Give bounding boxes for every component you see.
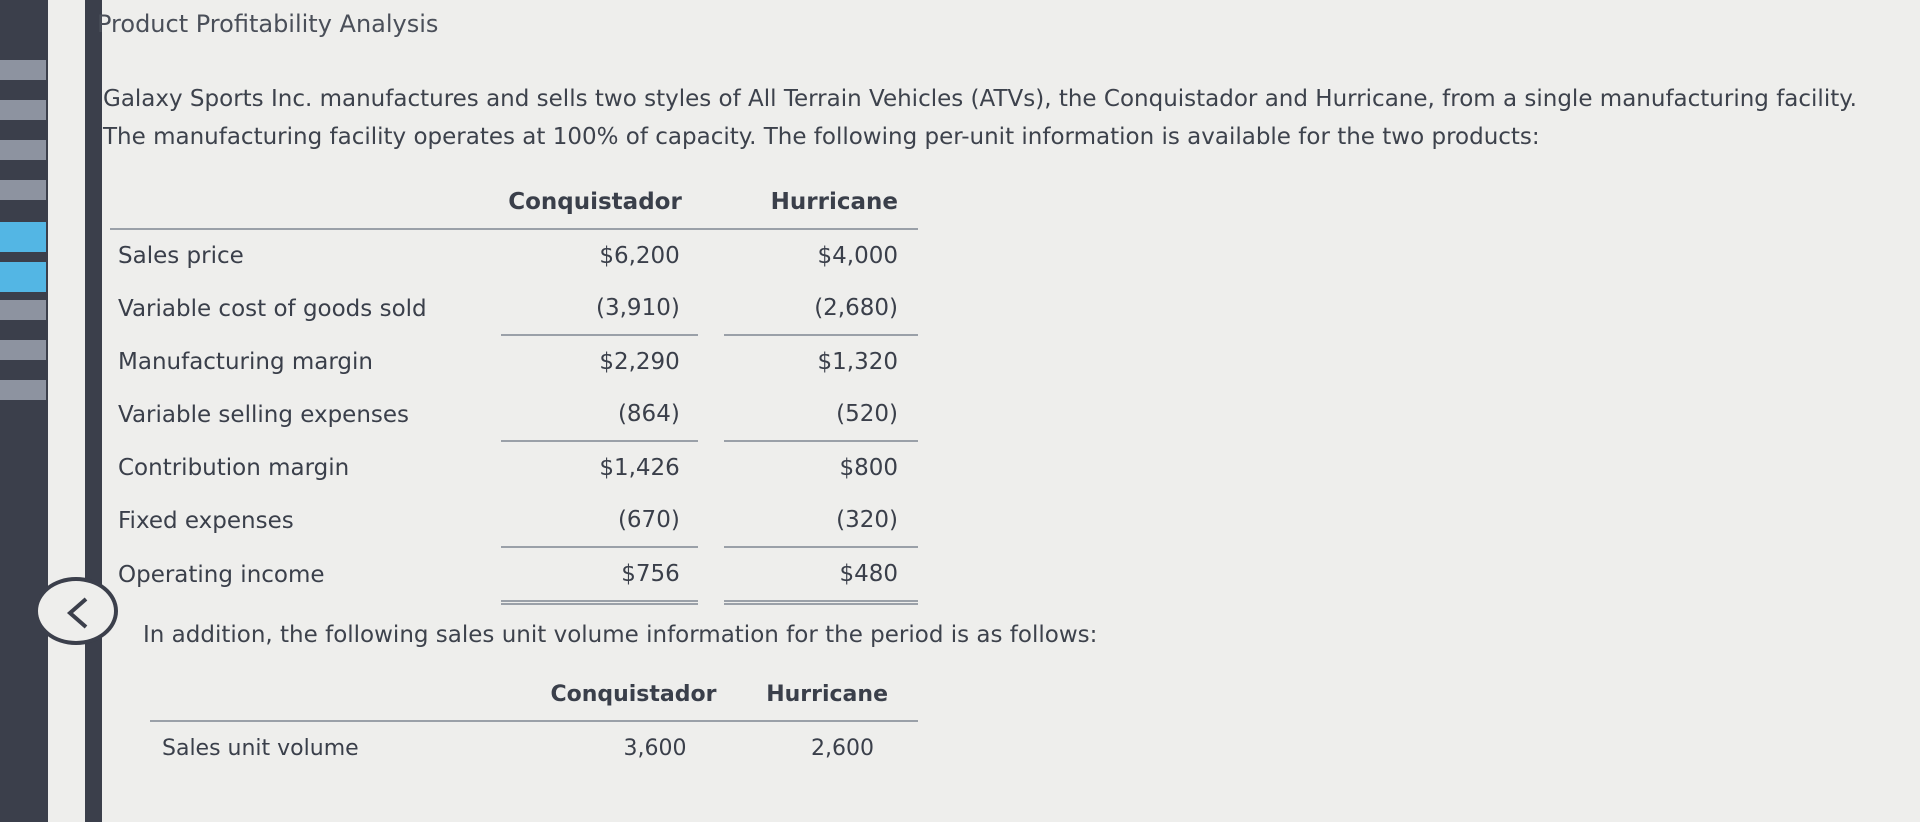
gap bbox=[698, 494, 724, 547]
table-row bbox=[110, 441, 918, 494]
hurricane-value: (2,680) bbox=[724, 282, 918, 335]
conquistador-value: $1,426 bbox=[599, 455, 680, 481]
intro-paragraph: Galaxy Sports Inc. manufactures and sells two styles of All Terrain Vehicles (ATVs), the Conquistador and Hurricane, from a single manufacturing facility. The manufacturing facility operates at 100% of capacity. The following per-unit information is available for the two products: bbox=[103, 86, 1857, 150]
table-row bbox=[110, 494, 918, 547]
sidebar-tile[interactable] bbox=[0, 340, 46, 360]
chevron-left-icon bbox=[58, 593, 98, 633]
row-label: Sales price bbox=[118, 243, 244, 269]
sales-volume-table bbox=[150, 668, 918, 774]
page-title: Product Profitability Analysis bbox=[97, 10, 439, 38]
sidebar-tile[interactable] bbox=[0, 300, 46, 320]
conquistador-value: $756 bbox=[501, 547, 698, 603]
per-unit-table bbox=[110, 176, 918, 605]
conquistador-value: (3,910) bbox=[501, 282, 698, 335]
hurricane-value: $1,320 bbox=[817, 349, 898, 375]
conquistador-value: $2,290 bbox=[599, 349, 680, 375]
gap bbox=[698, 335, 724, 388]
table-row bbox=[110, 229, 918, 282]
sidebar-tile[interactable] bbox=[0, 140, 46, 160]
main-content bbox=[95, 0, 1895, 822]
hurricane-value: 2,600 bbox=[811, 735, 874, 761]
gap bbox=[698, 282, 724, 335]
header-conquistador: Conquistador bbox=[501, 176, 698, 229]
conquistador-value: $6,200 bbox=[599, 243, 680, 269]
left-sidebar-strip bbox=[0, 0, 48, 822]
table-row bbox=[150, 721, 918, 774]
header-gap bbox=[698, 176, 724, 229]
sidebar-tile[interactable] bbox=[0, 380, 46, 400]
gap bbox=[698, 441, 724, 494]
hurricane-value: $800 bbox=[839, 455, 898, 481]
conquistador-value: 3,600 bbox=[623, 735, 687, 761]
sidebar-tile-active[interactable] bbox=[0, 262, 46, 292]
row-label: Operating income bbox=[118, 561, 325, 588]
hurricane-value: (320) bbox=[724, 494, 918, 547]
header-hurricane: Hurricane bbox=[724, 176, 918, 229]
sidebar-tile[interactable] bbox=[0, 60, 46, 80]
row-label: Sales unit volume bbox=[162, 735, 359, 761]
row-label: Variable cost of goods sold bbox=[118, 295, 427, 322]
hurricane-value: $4,000 bbox=[817, 243, 898, 269]
gap bbox=[698, 229, 724, 282]
row-label: Variable selling expenses bbox=[118, 401, 410, 428]
header-hurricane: Hurricane bbox=[732, 668, 918, 721]
header-blank bbox=[110, 176, 501, 229]
sidebar-tile[interactable] bbox=[0, 180, 46, 200]
gap bbox=[698, 388, 724, 441]
sidebar-tile-active[interactable] bbox=[0, 222, 46, 252]
volume-intro-text: In addition, the following sales unit volume information for the period is as follows: bbox=[143, 622, 1098, 648]
table-row bbox=[110, 388, 918, 441]
header-conquistador: Conquistador bbox=[510, 668, 732, 721]
row-label: Contribution margin bbox=[118, 454, 350, 481]
hurricane-value: $480 bbox=[724, 547, 918, 603]
sidebar-tile[interactable] bbox=[0, 100, 46, 120]
table-row bbox=[110, 282, 918, 335]
header-blank bbox=[150, 668, 510, 721]
row-label: Manufacturing margin bbox=[118, 348, 373, 375]
gap bbox=[698, 547, 724, 603]
table-row bbox=[110, 547, 918, 603]
table-row bbox=[110, 335, 918, 388]
conquistador-value: (670) bbox=[501, 494, 698, 547]
conquistador-value: (864) bbox=[501, 388, 698, 441]
hurricane-value: (520) bbox=[724, 388, 918, 441]
row-label: Fixed expenses bbox=[118, 507, 294, 534]
